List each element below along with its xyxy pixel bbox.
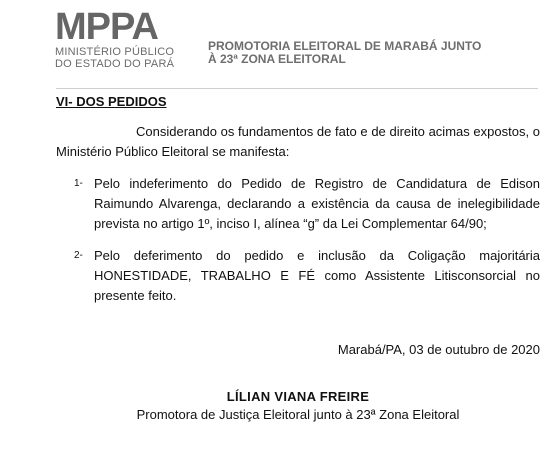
request-item-text: Pelo indeferimento do Pedido de Registro de Candidatura de Edison Raimundo Alvarenga, declarando a existência da causa de inelegibilidade prevista no artigo 1º, inciso I, alínea “g” da Lei Complementar 64/90; [94, 176, 540, 231]
logo-line-1: MINISTÉRIO PÚBLICO [55, 46, 175, 58]
request-item-text: Pelo deferimento do pedido e inclusão da Coligação majoritária HONESTIDADE, TRABALHO E FÉ como Assistente Litisconsorcial no presente feito. [94, 248, 540, 303]
request-item-number: 2- [74, 250, 83, 261]
logo-line-2: DO ESTADO DO PARÁ [55, 58, 175, 70]
signature-block [56, 388, 540, 424]
logo-mark: MPPA [55, 8, 158, 46]
request-item [56, 246, 540, 306]
date-line: Marabá/PA, 03 de outubro de 2020 [337, 342, 540, 357]
office-title [208, 40, 481, 66]
header-divider [56, 88, 538, 89]
signer-name: LÍLIAN VIANA FREIRE [226, 389, 370, 404]
office-title-line-2: À 23ª ZONA ELEITORAL [208, 52, 346, 66]
signer-role: Promotora de Justiça Eleitoral junto à 23ª Zona Eleitoral [136, 407, 460, 422]
mppa-logo [55, 8, 187, 70]
request-item-number: 1- [74, 178, 83, 189]
office-title-line-1: PROMOTORIA ELEITORAL DE MARABÁ JUNTO [208, 39, 482, 53]
intro-paragraph: Considerando os fundamentos de fato e de direito acimas expostos, o Ministério Público Eleitoral se manifesta: [56, 124, 540, 159]
request-item [56, 174, 540, 234]
document-body [56, 92, 540, 424]
section-heading: VI- DOS PEDIDOS [56, 94, 167, 109]
